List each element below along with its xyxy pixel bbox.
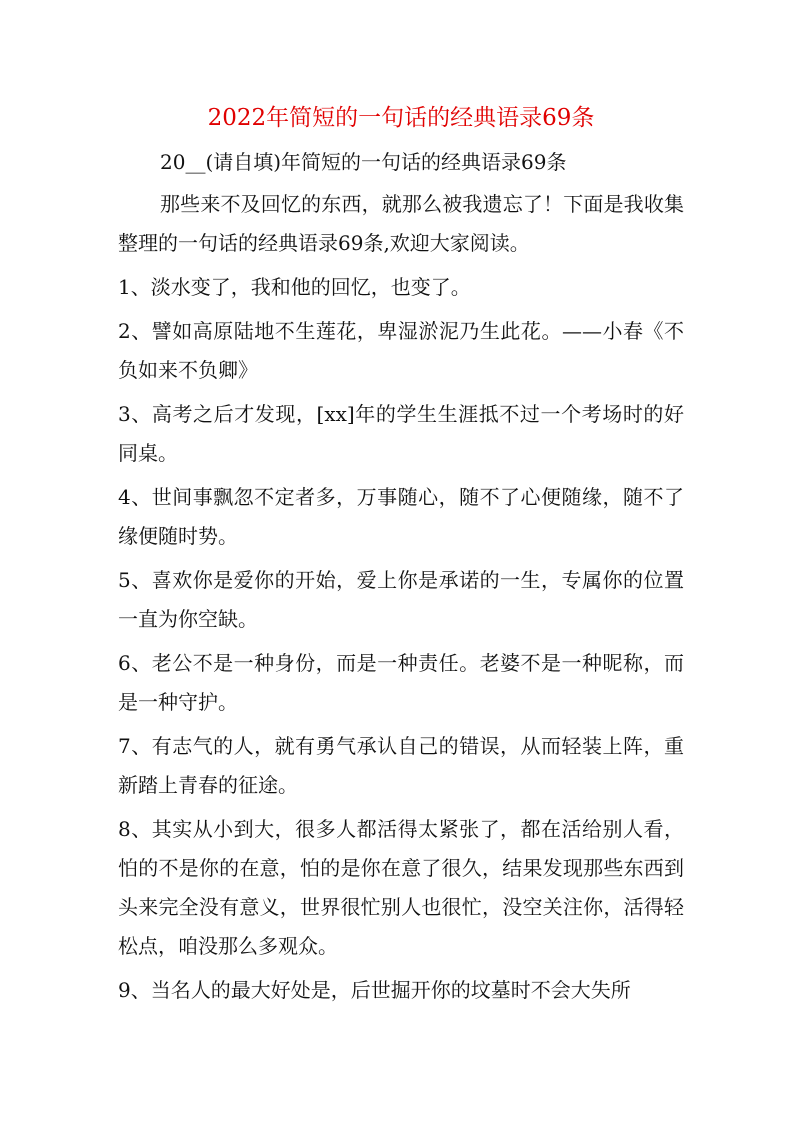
quote-item-7: 7、有志气的人，就有勇气承认自己的错误，从而轻装上阵，重新踏上青春的征途。 bbox=[118, 734, 684, 797]
quote-item-6: 6、老公不是一种身份，而是一种责任。老婆不是一种昵称，而是一种守护。 bbox=[118, 651, 684, 714]
quote-item-2: 2、譬如高原陆地不生莲花，卑湿淤泥乃生此花。——小春《不负如来不负卿》 bbox=[118, 319, 684, 382]
quote-item-5: 5、喜欢你是爱你的开始，爱上你是承诺的一生，专属你的位置一直为你空缺。 bbox=[118, 568, 684, 631]
document-title: 2022年简短的一句话的经典语录69条 bbox=[207, 105, 595, 131]
intro-paragraph: 那些来不及回忆的东西，就那么被我遗忘了！下面是我收集整理的一句话的经典语录69条,欢迎大家阅读。 bbox=[118, 192, 684, 255]
quote-item-4: 4、世间事飘忽不定者多，万事随心，随不了心便随缘，随不了缘便随时势。 bbox=[118, 485, 684, 548]
quote-item-9: 9、当名人的最大好处是，后世掘开你的坟墓时不会大失所 bbox=[118, 978, 631, 1002]
document-body bbox=[118, 98, 684, 1015]
quote-item-1: 1、淡水变了，我和他的回忆，也变了。 bbox=[118, 275, 471, 299]
document-subtitle: 20__(请自填)年简短的一句话的经典语录69条 bbox=[160, 150, 567, 174]
quote-item-8: 8、其实从小到大，很多人都活得太紧张了，都在活给别人看，怕的不是你的在意，怕的是你在意了很久，结果发现那些东西到头来完全没有意义，世界很忙别人也很忙，没空关注你，活得轻松点，咱没那么多观众。 bbox=[118, 817, 684, 958]
quote-item-3: 3、高考之后才发现，[xx]年的学生生涯抵不过一个考场时的好同桌。 bbox=[118, 402, 684, 465]
